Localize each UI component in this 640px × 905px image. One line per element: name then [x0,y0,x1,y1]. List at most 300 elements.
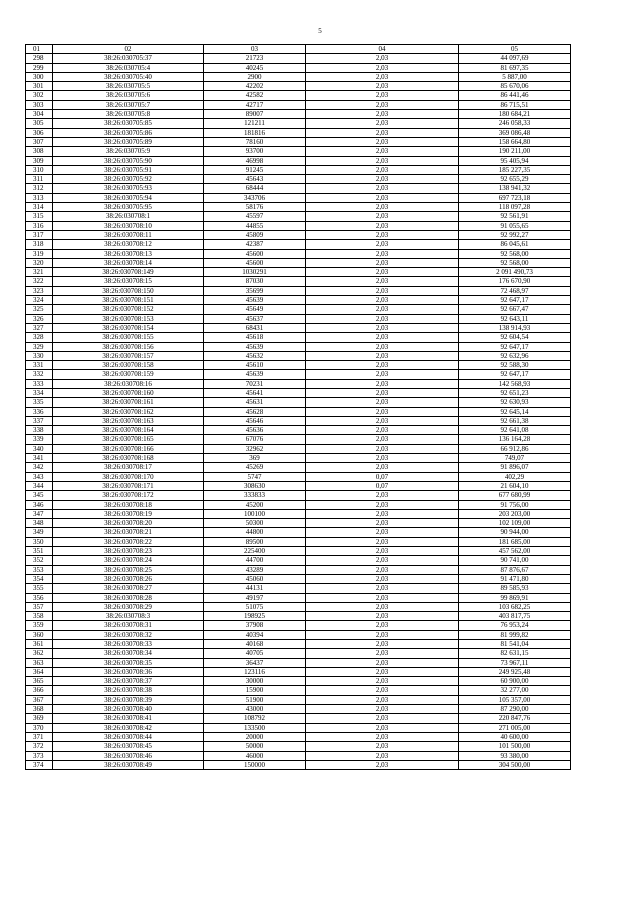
table-row [26,388,571,397]
table-cell: 38:26:030708:29 [53,602,204,611]
table-cell: 15900 [204,686,306,695]
table-cell: 2,03 [306,72,459,81]
table-cell: 2,03 [306,268,459,277]
table-cell: 2,03 [306,296,459,305]
table-row [26,621,571,630]
table-cell: 2,03 [306,500,459,509]
table-cell: 38:26:030708:14 [53,258,204,267]
table-cell: 190 211,00 [459,147,571,156]
table-cell: 136 164,28 [459,435,571,444]
table-cell: 2,03 [306,193,459,202]
table-cell: 38:26:030708:31 [53,621,204,630]
table-cell: 92 604,54 [459,333,571,342]
table-cell: 322 [26,277,53,286]
table-row [26,333,571,342]
table-cell: 2,03 [306,640,459,649]
table-cell: 123116 [204,667,306,676]
table-row [26,658,571,667]
table-cell: 38:26:030708:42 [53,723,204,732]
table-cell: 2,03 [306,649,459,658]
table-cell: 38:26:030705:94 [53,193,204,202]
table-cell: 2900 [204,72,306,81]
table-cell: 38:26:030708:44 [53,732,204,741]
table-cell: 2,03 [306,519,459,528]
table-cell: 32 277,00 [459,686,571,695]
table-row [26,370,571,379]
table-cell: 92 630,93 [459,398,571,407]
table-row [26,240,571,249]
table-cell: 38:26:030708:37 [53,677,204,686]
table-cell: 2,03 [306,277,459,286]
table-cell: 2,03 [306,351,459,360]
table-cell: 45200 [204,500,306,509]
table-cell: 2,03 [306,444,459,453]
table-cell: 45060 [204,574,306,583]
table-cell: 324 [26,296,53,305]
table-row [26,472,571,481]
table-row [26,463,571,472]
table-cell: 38:26:030708:18 [53,500,204,509]
table-row [26,175,571,184]
table-cell: 402,29 [459,472,571,481]
table-cell: 249 925,48 [459,667,571,676]
table-cell: 40 600,00 [459,732,571,741]
table-cell: 43000 [204,705,306,714]
table-cell: 44855 [204,221,306,230]
table-row [26,556,571,565]
table-cell: 38:26:030705:85 [53,119,204,128]
table-cell: 356 [26,593,53,602]
table-cell: 38:26:030705:7 [53,100,204,109]
table-cell: 38:26:030708:12 [53,240,204,249]
table-row [26,342,571,351]
table-row [26,100,571,109]
table-cell: 299 [26,63,53,72]
table-cell: 38:26:030708:11 [53,230,204,239]
table-cell: 2,03 [306,667,459,676]
table-cell: 78160 [204,137,306,146]
table-row [26,323,571,332]
table-cell: 2,03 [306,100,459,109]
table-cell: 2,03 [306,593,459,602]
table-cell: 38:26:030705:93 [53,184,204,193]
table-cell: 349 [26,528,53,537]
table-cell: 2,03 [306,54,459,63]
table-cell: 305 [26,119,53,128]
table-cell: 337 [26,416,53,425]
table-cell: 374 [26,760,53,769]
table-row [26,119,571,128]
table-cell: 328 [26,333,53,342]
table-cell: 2,03 [306,463,459,472]
table-cell: 102 109,00 [459,519,571,528]
table-cell: 142 568,93 [459,379,571,388]
table-cell: 457 562,00 [459,547,571,556]
table-cell: 0,07 [306,472,459,481]
table-row [26,751,571,760]
table-cell: 45631 [204,398,306,407]
table-cell: 45643 [204,175,306,184]
table-cell: 38:26:030708:151 [53,296,204,305]
table-cell: 86 441,46 [459,91,571,100]
table-cell: 2,03 [306,184,459,193]
table-row [26,426,571,435]
table-cell: 38:26:030708:16 [53,379,204,388]
table-cell: 89500 [204,537,306,546]
table-cell: 346 [26,500,53,509]
table-cell: 38:26:030708:40 [53,705,204,714]
table-cell: 364 [26,667,53,676]
table-cell: 2,03 [306,509,459,518]
table-cell: 138 914,93 [459,323,571,332]
table-row [26,528,571,537]
table-cell: 354 [26,574,53,583]
table-cell: 38:26:030708:165 [53,435,204,444]
table-cell: 304 500,00 [459,760,571,769]
table-cell: 339 [26,435,53,444]
table-cell: 44 097,69 [459,54,571,63]
table-cell: 369 [26,714,53,723]
table-cell: 307 [26,137,53,146]
table-cell: 2,03 [306,230,459,239]
table-header-row [26,45,571,54]
table-cell: 310 [26,165,53,174]
table-cell: 38:26:030705:86 [53,128,204,137]
table-cell: 304 [26,110,53,119]
table-row [26,444,571,453]
table-cell: 38:26:030708:163 [53,416,204,425]
table-cell: 2,03 [306,454,459,463]
table-cell: 60 900,00 [459,677,571,686]
table-cell: 45639 [204,342,306,351]
table-row [26,137,571,146]
table-cell: 38:26:030708:34 [53,649,204,658]
table-cell: 38:26:030705:95 [53,203,204,212]
table-cell: 38:26:030708:19 [53,509,204,518]
table-cell: 40705 [204,649,306,658]
table-cell: 38:26:030708:170 [53,472,204,481]
table-cell: 365 [26,677,53,686]
table-cell: 338 [26,426,53,435]
table-row [26,314,571,323]
table-cell: 158 664,80 [459,137,571,146]
table-cell: 2,03 [306,165,459,174]
table-cell: 2,03 [306,388,459,397]
table-cell: 38:26:030705:6 [53,91,204,100]
table-cell: 45610 [204,361,306,370]
table-cell: 92 568,00 [459,249,571,258]
table-row [26,277,571,286]
table-cell: 313 [26,193,53,202]
table-cell: 342 [26,463,53,472]
table-cell: 150000 [204,760,306,769]
table-cell: 38:26:030705:40 [53,72,204,81]
table-cell: 2,03 [306,370,459,379]
table-row [26,695,571,704]
table-cell: 2,03 [306,528,459,537]
table-row [26,519,571,528]
table-cell: 35699 [204,286,306,295]
table-cell: 86 045,61 [459,240,571,249]
table-cell: 38:26:030708:20 [53,519,204,528]
table-cell: 32962 [204,444,306,453]
table-row [26,361,571,370]
table-cell: 38:26:030708:41 [53,714,204,723]
table-cell: 309 [26,156,53,165]
table-cell: 49197 [204,593,306,602]
table-row [26,547,571,556]
table-cell: 91 471,80 [459,574,571,583]
table-cell: 2,03 [306,723,459,732]
table-cell: 21 604,10 [459,481,571,490]
table-cell: 303 [26,100,53,109]
table-cell: 38:26:030708:24 [53,556,204,565]
table-cell: 2,03 [306,491,459,500]
table-cell: 325 [26,305,53,314]
column-header: 03 [204,45,306,54]
table-cell: 45639 [204,296,306,305]
table-body [26,54,571,770]
table-cell: 38:26:030708:153 [53,314,204,323]
table-cell: 38:26:030705:8 [53,110,204,119]
table-row [26,481,571,490]
table-cell: 118 097,28 [459,203,571,212]
table-cell: 319 [26,249,53,258]
table-row [26,565,571,574]
table-cell: 87 876,67 [459,565,571,574]
table-cell: 37908 [204,621,306,630]
table-cell: 358 [26,612,53,621]
table-row [26,82,571,91]
table-cell: 45632 [204,351,306,360]
table-row [26,147,571,156]
table-cell: 38:26:030708:149 [53,268,204,277]
table-cell: 38:26:030708:36 [53,667,204,676]
table-row [26,491,571,500]
table-cell: 133500 [204,723,306,732]
table-cell: 334 [26,388,53,397]
table-cell: 2,03 [306,426,459,435]
table-cell: 341 [26,454,53,463]
table-cell: 91 055,65 [459,221,571,230]
table-cell: 2,03 [306,677,459,686]
table-cell: 363 [26,658,53,667]
table-cell: 38:26:030708:152 [53,305,204,314]
table-cell: 2,03 [306,137,459,146]
table-cell: 51900 [204,695,306,704]
table-cell: 45641 [204,388,306,397]
table-cell: 92 647,17 [459,296,571,305]
table-cell: 38:26:030708:10 [53,221,204,230]
table-cell: 42202 [204,82,306,91]
table-cell: 45628 [204,407,306,416]
table-cell: 42582 [204,91,306,100]
table-cell: 316 [26,221,53,230]
table-cell: 68431 [204,323,306,332]
table-cell: 343706 [204,193,306,202]
table-cell: 20000 [204,732,306,741]
table-cell: 38:26:030708:166 [53,444,204,453]
table-cell: 0,07 [306,481,459,490]
table-row [26,286,571,295]
table-cell: 86 715,51 [459,100,571,109]
table-cell: 335 [26,398,53,407]
table-row [26,760,571,769]
table-row [26,640,571,649]
table-cell: 2 091 490,73 [459,268,571,277]
table-cell: 2,03 [306,314,459,323]
table-row [26,574,571,583]
table-cell: 359 [26,621,53,630]
table-cell: 38:26:030708:172 [53,491,204,500]
table-row [26,221,571,230]
table-cell: 2,03 [306,565,459,574]
table-cell: 368 [26,705,53,714]
table-cell: 5 887,00 [459,72,571,81]
table-cell: 308630 [204,481,306,490]
table-cell: 38:26:030708:157 [53,351,204,360]
table-row [26,212,571,221]
table-cell: 45269 [204,463,306,472]
table-cell: 2,03 [306,435,459,444]
table-cell: 220 847,76 [459,714,571,723]
table-row [26,398,571,407]
table-cell: 2,03 [306,630,459,639]
table-cell: 38:26:030705:89 [53,137,204,146]
table-cell: 2,03 [306,203,459,212]
table-cell: 367 [26,695,53,704]
table-cell: 38:26:030708:150 [53,286,204,295]
table-cell: 403 817,75 [459,612,571,621]
table-cell: 180 684,21 [459,110,571,119]
table-cell: 21723 [204,54,306,63]
table-cell: 138 941,32 [459,184,571,193]
table-row [26,249,571,258]
table-cell: 198925 [204,612,306,621]
table-cell: 2,03 [306,63,459,72]
table-cell: 2,03 [306,612,459,621]
table-row [26,203,571,212]
table-row [26,602,571,611]
table-cell: 38:26:030708:155 [53,333,204,342]
table-cell: 355 [26,584,53,593]
table-cell: 45809 [204,230,306,239]
table-cell: 2,03 [306,249,459,258]
table-cell: 2,03 [306,379,459,388]
table-cell: 2,03 [306,537,459,546]
table-cell: 360 [26,630,53,639]
table-cell: 92 568,00 [459,258,571,267]
table-cell: 95 405,94 [459,156,571,165]
table-cell: 40394 [204,630,306,639]
table-cell: 38:26:030708:161 [53,398,204,407]
table-cell: 697 723,18 [459,193,571,202]
table-cell: 38:26:030705:91 [53,165,204,174]
table-cell: 176 670,90 [459,277,571,286]
table-cell: 92 632,96 [459,351,571,360]
table-cell: 38:26:030708:21 [53,528,204,537]
table-cell: 38:26:030708:35 [53,658,204,667]
table-cell: 68444 [204,184,306,193]
table-cell: 351 [26,547,53,556]
table-cell: 50300 [204,519,306,528]
table-row [26,230,571,239]
table-cell: 312 [26,184,53,193]
table-cell: 749,07 [459,454,571,463]
table-cell: 38:26:030708:32 [53,630,204,639]
table-cell: 42717 [204,100,306,109]
table-cell: 2,03 [306,286,459,295]
table-cell: 50000 [204,742,306,751]
table-cell: 2,03 [306,128,459,137]
table-cell: 677 680,99 [459,491,571,500]
table-row [26,193,571,202]
table-row [26,63,571,72]
table-cell: 38:26:030708:158 [53,361,204,370]
table-cell: 30000 [204,677,306,686]
table-cell: 2,03 [306,751,459,760]
table-row [26,705,571,714]
table-cell: 38:26:030708:13 [53,249,204,258]
table-cell: 306 [26,128,53,137]
table-cell: 87 290,00 [459,705,571,714]
table-cell: 121211 [204,119,306,128]
table-cell: 91 756,00 [459,500,571,509]
table-cell: 92 645,14 [459,407,571,416]
table-cell: 2,03 [306,695,459,704]
table-cell: 45637 [204,314,306,323]
table-cell: 311 [26,175,53,184]
table-cell: 2,03 [306,584,459,593]
table-cell: 91245 [204,165,306,174]
table-cell: 93700 [204,147,306,156]
table-cell: 38:26:030708:15 [53,277,204,286]
table-cell: 38:26:030705:90 [53,156,204,165]
table-cell: 45649 [204,305,306,314]
table-cell: 38:26:030708:39 [53,695,204,704]
table-cell: 340 [26,444,53,453]
table-row [26,537,571,546]
table-cell: 2,03 [306,147,459,156]
table-cell: 92 588,30 [459,361,571,370]
table-cell: 327 [26,323,53,332]
table-cell: 1030291 [204,268,306,277]
table-row [26,667,571,676]
table-cell: 38:26:030708:28 [53,593,204,602]
table-cell: 90 741,00 [459,556,571,565]
table-cell: 92 651,23 [459,388,571,397]
table-row [26,184,571,193]
table-cell: 38:26:030708:26 [53,574,204,583]
table-cell: 38:26:030708:45 [53,742,204,751]
column-header: 05 [459,45,571,54]
table-row [26,630,571,639]
table-cell: 38:26:030708:49 [53,760,204,769]
table-cell: 2,03 [306,110,459,119]
table-cell: 38:26:030708:164 [53,426,204,435]
table-cell: 370 [26,723,53,732]
table-cell: 81 697,35 [459,63,571,72]
table-cell: 92 992,27 [459,230,571,239]
table-cell: 92 561,91 [459,212,571,221]
table-cell: 38:26:030708:17 [53,463,204,472]
table-cell: 44131 [204,584,306,593]
table-cell: 323 [26,286,53,295]
table-cell: 42387 [204,240,306,249]
table-cell: 181816 [204,128,306,137]
table-row [26,723,571,732]
table-cell: 67076 [204,435,306,444]
